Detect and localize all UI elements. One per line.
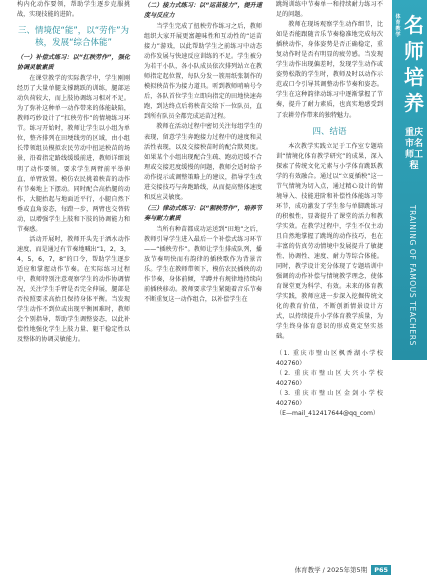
sidebar-title: 名师培养: [404, 13, 424, 115]
paragraph: 跳绳训练中节奏单一和持续耐力练习不足的问题。: [276, 1, 383, 19]
section-heading: 四、结语: [312, 126, 347, 137]
section-heading: 三、情境促“能”，以“劳作”为核，发展“综合体能”: [17, 26, 130, 49]
sidebar-subtitle: 重庆市名师工程: [404, 128, 423, 171]
column-sidebar-banner: [392, 0, 427, 360]
paragraph: 教师在活动过程中密切关注每组学生的表现，留意学生奔跑接力过程中的速度和灵活性表现，以及交接秧苗时的配合默契度。如果某个小组出现配合生疏、跑动迟缓不合理或交接迟度缓慢的问题，教师会适时给予动作提示或调整策略上的建议，指导学生改进交接技巧与奔跑路线，从而提高整体速度和反应灵敏度。: [144, 123, 262, 201]
paragraph: 在课堂教学的实际教学中，学生刚刚经历了大量单腿支撑跳跃的训练，腿部运动负荷较大，而上肢协调练习相对不足。为了弥补这种单一动作带来的体能缺陷，教师巧妙设计了“扛秧劳作”的情境练习环节。练习开始时，教师让学生以小组为单位，整齐排列在田埂线旁的区域，由小组长带领组员模拟农民劳动中扭运秧苗的场景，沿着指定路线缓缓前进，教师详细说明了动作要领。要求学生两臂前平举伸直，单臂放置。模仿农民挑着秧苗的动作有节奏地上下摆动。同时配合高抬腿的动作，大腿抬起与地面近平行，小腿自然下垂或直角姿态，每蹬一步，两臂也交替转动，以增强学生上肢和下肢的协调能力和节奏感。: [17, 75, 130, 233]
text-column-right: [276, 0, 383, 419]
affiliation-line: （1. 重庆市璧山区枫香湖小学校 402760）: [276, 349, 383, 367]
subsection-heading: （三）律动式练习：以“割秧劳作”，培养节奏与耐力素质: [144, 204, 262, 222]
text-column-left: [17, 0, 130, 345]
sidebar-english-title: TRAINING OF FAMOUS TEACHERS: [408, 205, 417, 346]
author-affiliations: [276, 349, 383, 419]
email-line: （E—mail_412417644@qq_com）: [276, 409, 380, 417]
paragraph: 当所有种苗都成功运送到“田地”之后，教师引导学生进入最后一个补偿式练习环节——“插秧劳作”。教师让学生排成队列，播放节奏明快而有韵律的插秧歌作为背景音乐。学生在教师带领下，模仿农民插秧的动作节奏，身体前倾，半蹲并有规律地持续向前插秧移动。教师要求学生紧随着音乐节奏不断重复这一动作组合，以补偿学生在: [144, 225, 262, 304]
sidebar-journal-label: 体育教学: [395, 14, 401, 38]
page-footer: [295, 565, 391, 575]
paragraph: 本次教学实践立足于工作室专题培训“情境化体育教学研究”的成果，深入探索了传统文化元素与小学体育跳跃教学的有效融合。通过以“立夏插秧”这一节气情境为切入点，通过精心设计的情境导入、技能进阶和补偿性体能练习等环节，成功激发了学生参与单脚跳练习的积极性，显著提升了课堂的活力和教学实效。在教学过程中，学生不仅主动且自然地掌握了跳绳的动作技巧，也在丰富的仿真劳动情境中发展提升了敏捷性、协调性、速度、耐力等综合体能。同时，教学设计充分体现了专题培训中强调的动作补偿与情境教学理念，使体育课堂更为科学、有效。未来的体育教学实践，教师应进一步深入挖掘传统文化的教育价值，不断创新情景设计方式，以持续提升小学体育教学质量，为学生终身体育意识的形成奠定坚实基础。: [276, 142, 383, 341]
paragraph: 当学生完成了扭秧劳作练习之后，教师组织大家开展更富趣味性和互动性的“运苗接力”游戏，以此帮助学生之前练习中动态动作发展与快速反应训练的不足。学生被分为若干小队，各小队成员依次排列站立在教师指定起位置，每队分发一簇用纸张制作的模拟秧苗作为接力道具。听到教师哨响号令后，各队首位学生立即向指定的田地快速奔跑，到达终点后将秧苗交给下一位队员，直到所有队员全都完成运苗过程。: [144, 23, 262, 121]
paragraph: 教师在现场观察学生动作细节，比如是否能跟随音乐节奏稳准地完成每次插秧动作，身体姿势是否正确稳定，重复动作时是否有明显的疲劳感。当发现学生动作出现偏差时，发现学生动作或姿势松散的学生时，教师及时以动作示范或口令引导其调整动作节奏和姿态。学生在这种韵律动练习中逐渐掌握了节奏，提升了耐力素质，也真实地感受到了农耕劳作带来的独特魅力。: [276, 21, 383, 119]
subsection-heading: （二）接力式练习：以“运苗接力”，提升速度与反应力: [144, 2, 262, 19]
affiliation-line: （3. 重庆市璧山区金剑小学校 402760）: [276, 389, 383, 407]
page-number: P65: [371, 565, 391, 575]
text-column-middle: [144, 0, 262, 305]
subsection-heading: （一）补偿式练习：以“扛秧劳作”，强化协调灵敏素质: [17, 54, 130, 72]
journal-issue: 体育教学 / 2025年第5期: [294, 566, 368, 574]
affiliation-line: （2. 重庆市璧山区大兴小学校 402760）: [276, 369, 383, 387]
paragraph: 活动开展时，教师开头先于洒水动作速度，而是通过有节奏地喊出“1，2，3，4，5，6，7，8”的口令，帮助学生逐步适应和掌握动作节奏。在实际练习过程中，教师特别注意观察学生的动作协调情况，关注学生手臂是否完全伸展，腿部是否按照要求高抬且保持身体平衡。当发现学生动作不到位或出现平衡困难时，教师会个别指导，帮助学生调整姿态，以此补偿性地强化学生上肢力量、躯干稳定性以及整体的协调灵敏能力。: [17, 235, 130, 344]
paragraph: 构内化动作要领，帮助学生逐步克服挑战，实现技能的进阶。: [17, 1, 130, 19]
